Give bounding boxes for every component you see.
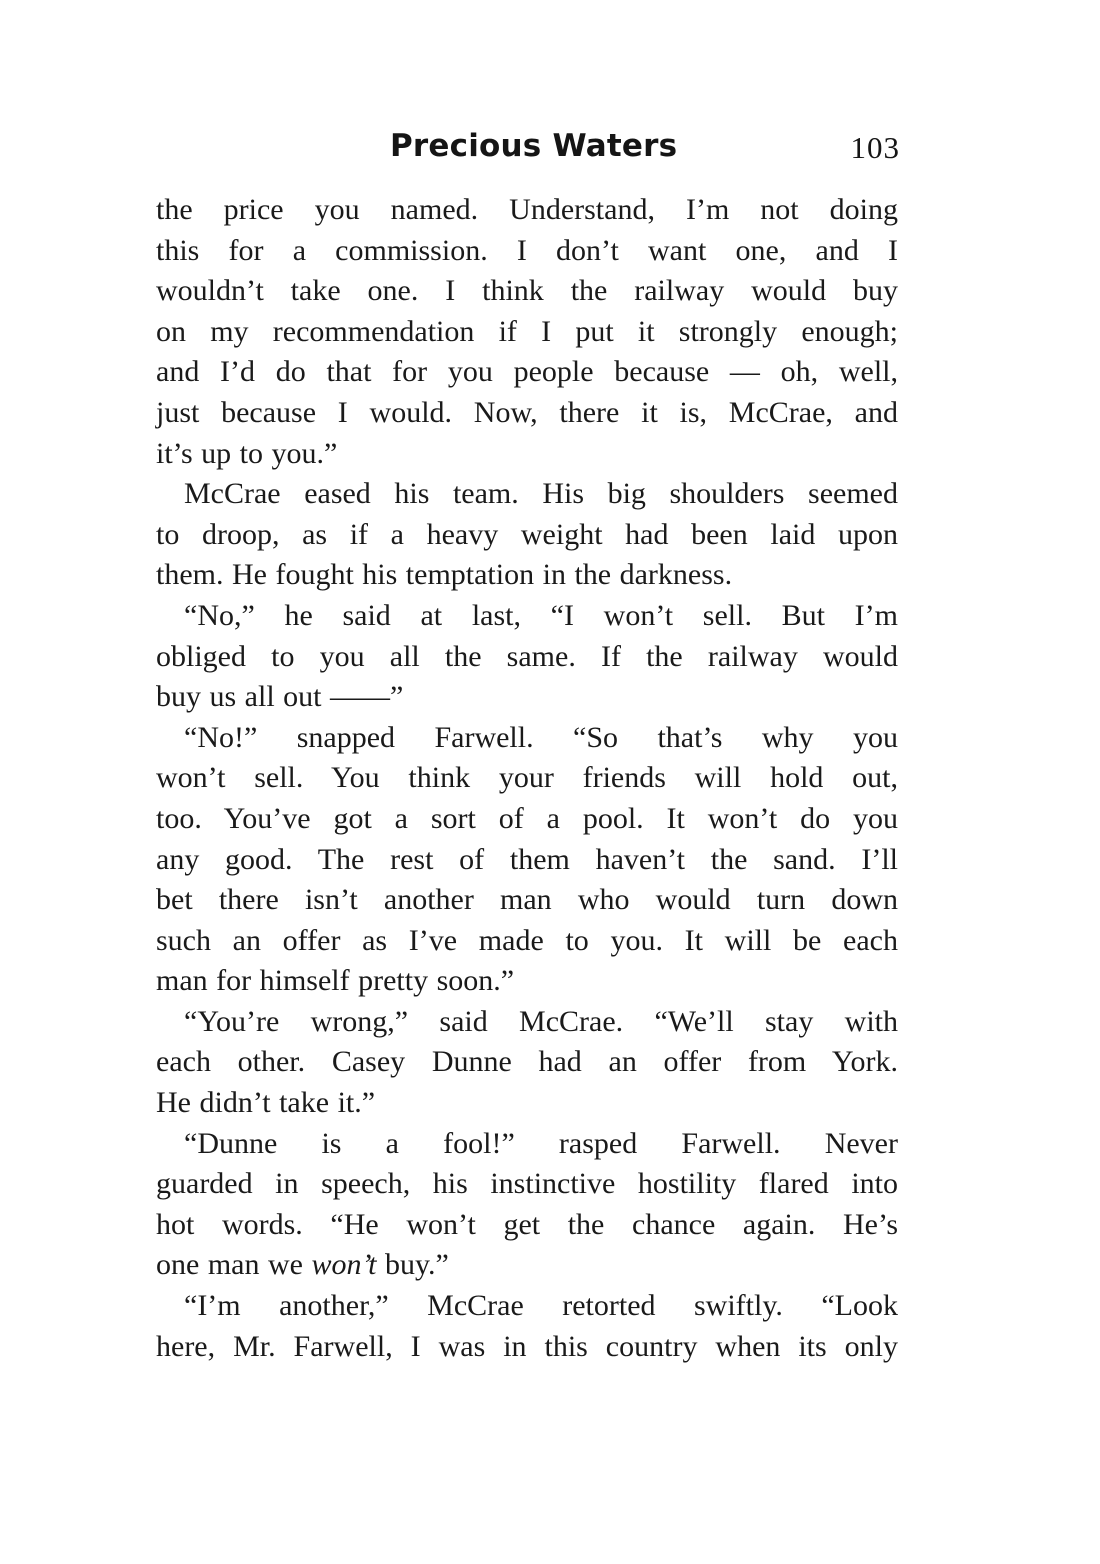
text-line: man for himself pretty soon.” [156,964,515,998]
running-header [158,128,900,172]
text-line: here, Mr. Farwell, I was in this country when its only [156,1329,898,1363]
text-line: He didn’t take it.” [156,1086,376,1120]
text-line: this for a commission. I don’t want one, and I [156,233,898,267]
text-line: hot words. “He won’t get the chance again. He’s [156,1207,898,1241]
text-segment: buy.” [376,1248,449,1282]
text-line: won’t sell. You think your friends will hold out, [156,761,898,795]
page-number: 103 [850,130,900,165]
text-segment: one man we [156,1248,312,1282]
text-line: on my recommendation if I put it strongly enough; [156,314,898,348]
text-line: McCrae eased his team. His big shoulders seemed [184,477,898,511]
text-line: bet there isn’t another man who would turn down [156,883,898,917]
text-line: “No!” snapped Farwell. “So that’s why you [184,720,898,754]
body-text [156,190,898,1367]
text-line: “No,” he said at last, “I won’t sell. But I’m [184,598,898,632]
text-line: such an offer as I’ve made to you. It will be each [156,923,898,957]
text-line: and I’d do that for you people because — oh, well, [156,355,898,389]
text-line [156,1245,898,1286]
text-line: wouldn’t take one. I think the railway would buy [156,274,898,308]
text-line: each other. Casey Dunne had an offer from York. [156,1045,898,1079]
running-title: Precious Waters [390,128,678,164]
text-line: them. He fought his temptation in the darkness. [156,558,733,592]
text-line: any good. The rest of them haven’t the sand. I’ll [156,842,898,876]
text-line: obliged to you all the same. If the railway would [156,639,898,673]
text-line: “You’re wrong,” said McCrae. “We’ll stay with [184,1004,898,1038]
text-line: it’s up to you.” [156,436,338,470]
text-line: just because I would. Now, there it is, McCrae, and [156,395,898,429]
text-line: to droop, as if a heavy weight had been laid upon [156,517,898,551]
text-line: too. You’ve got a sort of a pool. It won’t do you [156,801,898,835]
text-line: the price you named. Understand, I’m not doing [156,193,898,226]
italic-word: won’t [311,1248,377,1282]
text-line: “Dunne is a fool!” rasped Farwell. Never [184,1126,898,1160]
text-line: buy us all out ——” [156,680,404,714]
text-line: “I’m another,” McCrae retorted swiftly. “Look [184,1289,898,1323]
text-line: guarded in speech, his instinctive hostility flared into [156,1167,898,1201]
